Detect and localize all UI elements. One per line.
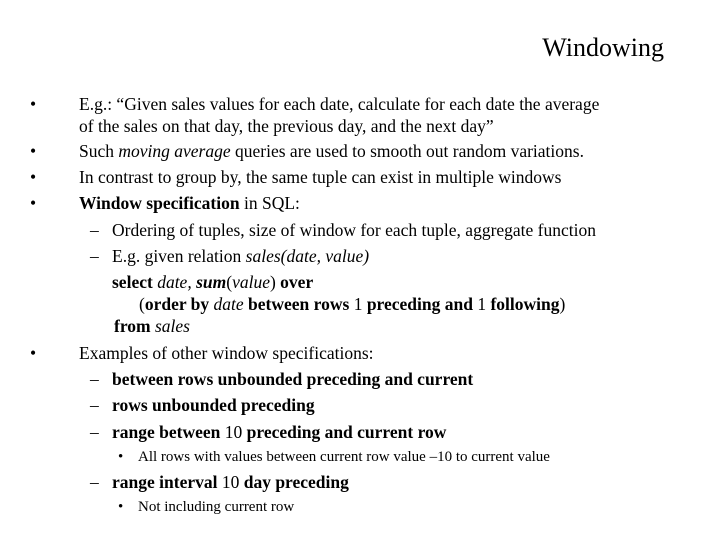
example-range-interval: range interval 10 day preceding	[112, 472, 349, 492]
query-line-2: (order by date between rows 1 preceding and 1 following)	[139, 294, 566, 314]
sub-bullet-ordering: Ordering of tuples, size of window for each tuple, aggregate function	[112, 220, 597, 240]
bullet-marker: •	[30, 343, 37, 363]
bullet-5: Examples of other window specifications:	[79, 343, 374, 363]
bullet-2: Such moving average queries are used to smooth out random variations.	[79, 141, 584, 161]
bullet-marker: •	[30, 94, 37, 114]
dash-marker: –	[90, 472, 99, 492]
example-unbounded-preceding: rows unbounded preceding	[112, 395, 315, 415]
dash-marker: –	[90, 220, 99, 240]
example-range-between: range between 10 preceding and current row	[112, 422, 447, 442]
dash-marker: –	[90, 246, 99, 266]
bullet-marker: •	[30, 167, 37, 187]
query-line-1: select date, sum(value) over	[112, 272, 314, 292]
bullet-marker: •	[30, 193, 37, 213]
dash-marker: –	[90, 369, 99, 389]
query-line-3: from sales	[114, 316, 190, 336]
example-unbounded-current: between rows unbounded preceding and current	[112, 369, 474, 389]
bullet-marker: •	[118, 499, 124, 515]
bullet-1-line-2: of the sales on that day, the previous day, and the next day”	[79, 116, 494, 136]
dash-marker: –	[90, 395, 99, 415]
slide-title: Windowing	[542, 33, 664, 62]
bullet-marker: •	[30, 141, 37, 161]
bullet-4: Window specification in SQL:	[79, 193, 300, 213]
example-range-note: All rows with values between current row value –10 to current value	[138, 449, 550, 465]
bullet-marker: •	[118, 449, 124, 465]
sub-bullet-relation: E.g. given relation sales(date, value)	[112, 246, 370, 266]
example-interval-note: Not including current row	[138, 499, 295, 515]
dash-marker: –	[90, 422, 99, 442]
bullet-1-line-1: E.g.: “Given sales values for each date, calculate for each date the average	[79, 94, 600, 114]
bullet-3: In contrast to group by, the same tuple can exist in multiple windows	[79, 167, 562, 187]
